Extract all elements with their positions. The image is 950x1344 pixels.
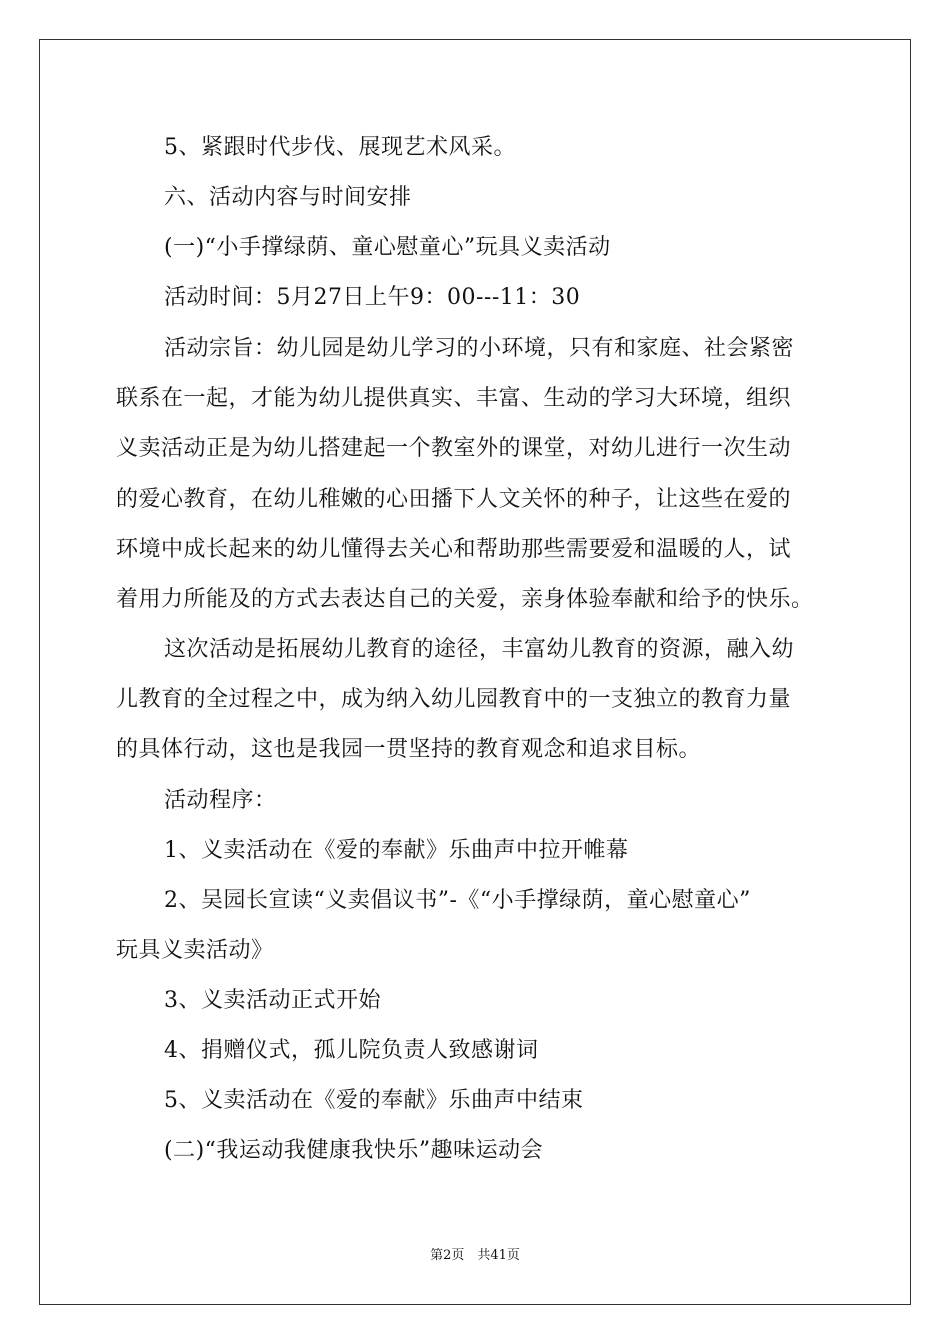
text-line: 联系在一起，才能为幼儿提供真实、丰富、生动的学习大环境，组织 <box>116 386 792 411</box>
list-item: 4、捐赠仪式，孤儿院负责人致感谢词 <box>164 1038 539 1063</box>
text-line: 活动时间：5月27日上午9：00---11：30 <box>164 285 581 310</box>
subsection-heading: (一)“小手撑绿荫、童心慰童心”玩具义卖活动 <box>164 235 611 260</box>
text-line: 环境中成长起来的幼儿懂得去关心和帮助那些需要爱和温暖的人，试 <box>116 537 792 562</box>
list-item: 2、吴园长宣读“义卖倡议书”-《“小手撑绿荫，童心慰童心” <box>164 888 751 913</box>
text-line: 这次活动是拓展幼儿教育的途径，丰富幼儿教育的资源，融入幼 <box>164 637 795 662</box>
text-line: 的具体行动，这也是我园一贯坚持的教育观念和追求目标。 <box>116 737 702 762</box>
list-item-continuation: 玩具义卖活动》 <box>116 938 274 963</box>
text-line: 活动程序： <box>164 788 277 813</box>
page-number: 第2页 共41页 <box>430 1248 520 1263</box>
text-line: 义卖活动正是为幼儿搭建起一个教室外的课堂，对幼儿进行一次生动 <box>116 436 792 461</box>
section-heading: 六、活动内容与时间安排 <box>164 185 412 210</box>
text-line: 5、紧跟时代步伐、展现艺术风采。 <box>164 135 516 160</box>
text-line: 活动宗旨：幼儿园是幼儿学习的小环境，只有和家庭、社会紧密 <box>164 336 795 361</box>
list-item: 3、义卖活动正式开始 <box>164 988 381 1013</box>
text-line: 着用力所能及的方式去表达自己的关爱，亲身体验奉献和给予的快乐。 <box>116 587 814 612</box>
list-item: 1、义卖活动在《爱的奉献》乐曲声中拉开帷幕 <box>164 838 629 863</box>
text-line: 的爱心教育，在幼儿稚嫩的心田播下人文关怀的种子，让这些在爱的 <box>116 487 792 512</box>
text-line: 儿教育的全过程之中，成为纳入幼儿园教育中的一支独立的教育力量 <box>116 687 792 712</box>
subsection-heading: (二)“我运动我健康我快乐”趣味运动会 <box>164 1138 544 1163</box>
list-item: 5、义卖活动在《爱的奉献》乐曲声中结束 <box>164 1088 584 1113</box>
